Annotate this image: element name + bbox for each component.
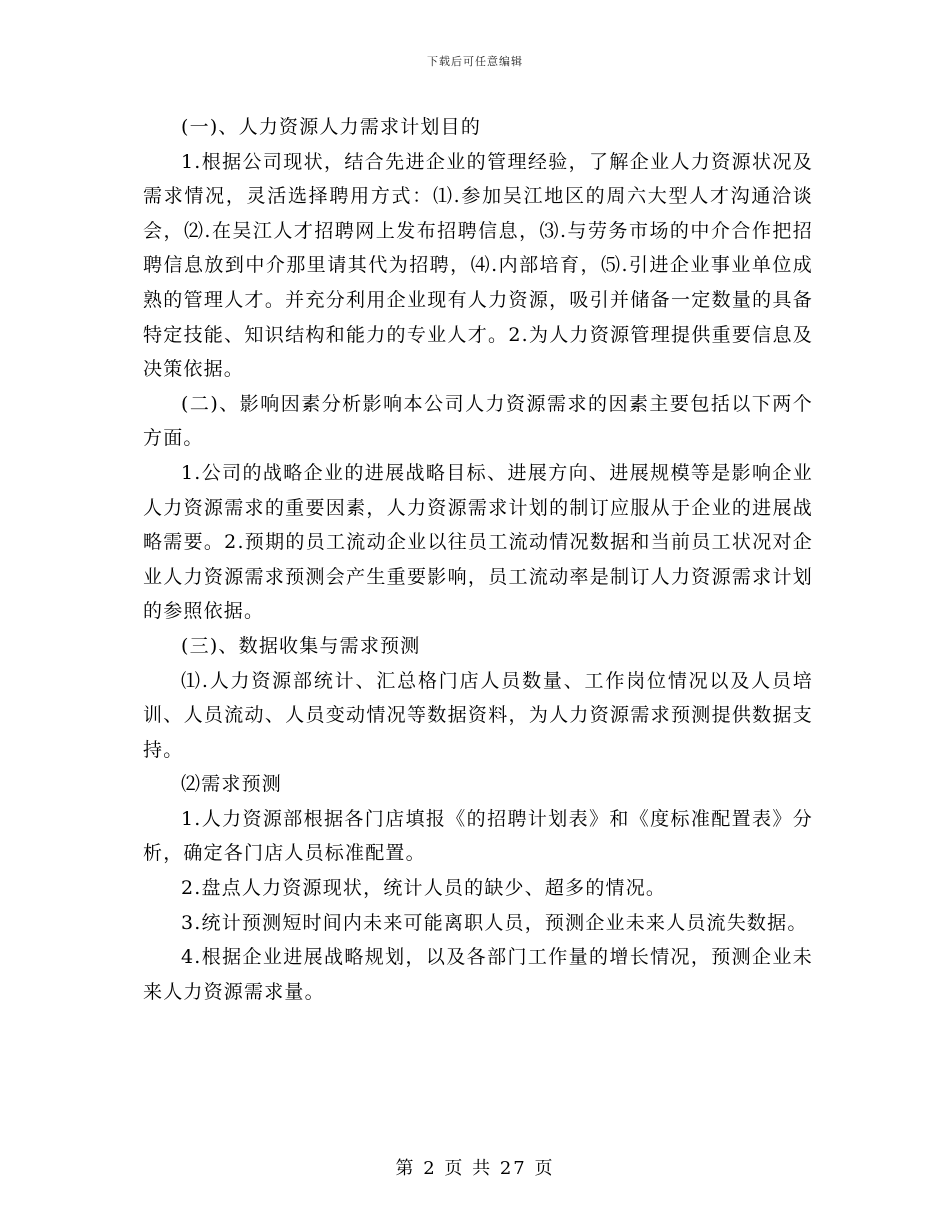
sub-heading-forecast: ⑵需求预测	[181, 773, 283, 796]
section-heading-2: (二)、影响因素分析影响本公司人力资源需求的因素主要包括以下两个方面。	[143, 392, 813, 450]
section-heading-1: (一)、人力资源人力需求计划目的	[181, 116, 482, 138]
header-note: 下载后可任意编辑	[427, 55, 523, 68]
list-item-forecast-3: 3.统计预测短时间内未来可能离职人员，预测企业未来人员流失数据。	[181, 911, 808, 934]
list-item-forecast-4: 4.根据企业进展战略规划，以及各部门工作量的增长情况，预测企业未来人力资源需求量。	[143, 946, 813, 1003]
page-number: 第 2 页 共 27 页	[395, 1158, 555, 1179]
list-item-forecast-2: 2.盘点人力资源现状，统计人员的缺少、超多的情况。	[181, 877, 667, 900]
section-heading-3: (三)、数据收集与需求预测	[181, 634, 421, 657]
paragraph-data-collection: ⑴.人力资源部统计、汇总格门店人员数量、工作岗位情况以及人员培训、人员流动、人员变动情况等数据资料，为人力资源需求预测提供数据支持。	[143, 669, 813, 761]
list-item-forecast-1: 1.人力资源部根据各门店填报《的招聘计划表》和《度标准配置表》分析，确定各门店人员标准配置。	[143, 807, 813, 865]
paragraph-factors: 1.公司的战略企业的进展战略目标、进展方向、进展规模等是影响企业人力资源需求的重要因素，人力资源需求计划的制订应服从于企业的进展战略需要。2.预期的员工流动企业以往员工流动情况数据和当前员工状况对企业人力资源需求预测会产生重要影响，员工流动率是制订人力资源需求计划的参照依据。	[143, 461, 813, 623]
paragraph-purpose: 1.根据公司现状，结合先进企业的管理经验，了解企业人力资源状况及需求情况，灵活选择聘用方式：⑴.参加吴江地区的周六大型人才沟通洽谈会，⑵.在吴江人才招聘网上发布招聘信息，⑶.与劳务市场的中介合作把招聘信息放到中介那里请其代为招聘，⑷.内部培育，⑸.引进企业事业单位成熟的管理人才。并充分利用企业现有人力资源，吸引并储备一定数量的具备特定技能、知识结构和能力的专业人才。2.为人力资源管理提供重要信息及决策依据。	[143, 150, 813, 381]
document-body	[143, 110, 813, 1009]
